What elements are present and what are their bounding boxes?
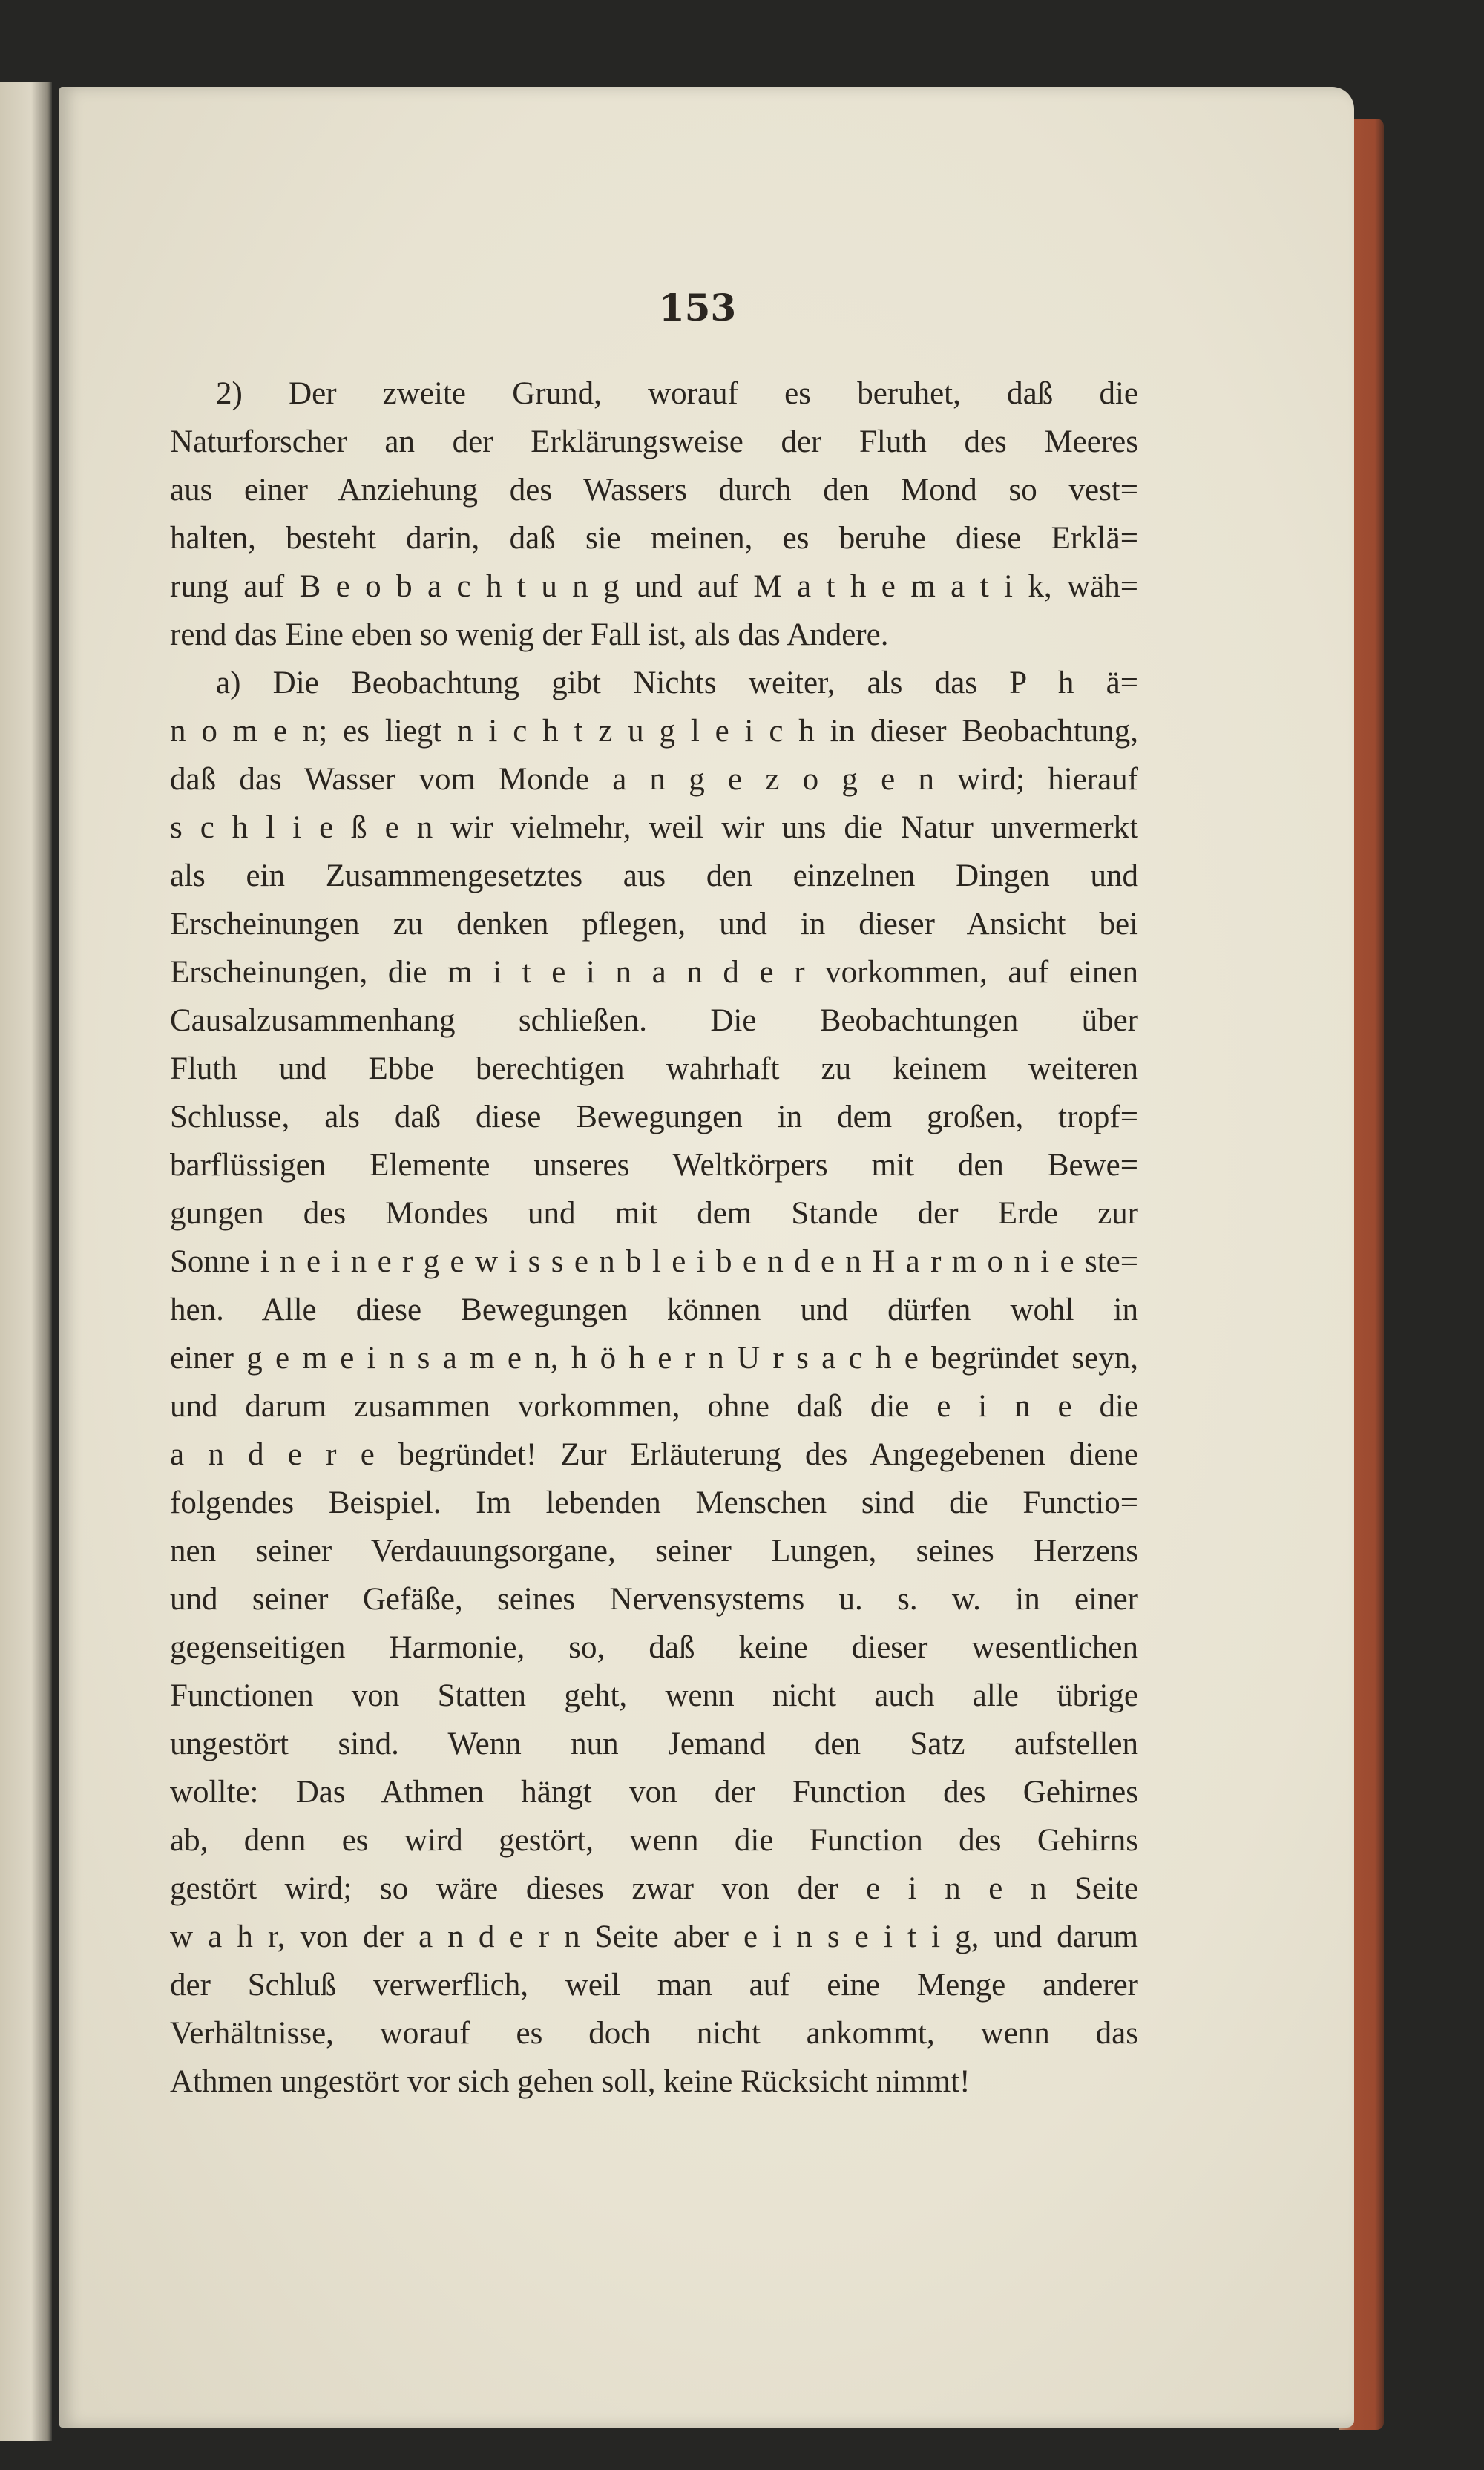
text-line: barflüssigen Elemente unseres Weltkörpers mit den Bewe= xyxy=(170,1148,1138,1183)
text-line: a) Die Beobachtung gibt Nichts weiter, als das P h ä= xyxy=(216,666,1138,700)
text-line: hen. Alle diese Bewegungen können und dürfen wohl in xyxy=(170,1293,1138,1327)
body-text xyxy=(170,369,1138,2106)
text-line: und darum zusammen vorkommen, ohne daß die e i n e die xyxy=(170,1389,1138,1424)
text-line: aus einer Anziehung des Wassers durch den Mond so vest= xyxy=(170,473,1138,508)
page-number: 153 xyxy=(658,286,737,329)
text-line: Functionen von Statten geht, wenn nicht auch alle übrige xyxy=(170,1678,1138,1713)
text-line: und seiner Gefäße, seines Nervensystems u. s. w. in einer xyxy=(170,1582,1138,1617)
text-line: Sonne i n e i n e r g e w i s s e n b l e i b e n d e n H a r m o n i e ste= xyxy=(170,1244,1138,1279)
text-line: ab, denn es wird gestört, wenn die Function des Gehirns xyxy=(170,1823,1138,1858)
text-line: nen seiner Verdauungsorgane, seiner Lungen, seines Herzens xyxy=(170,1534,1138,1569)
text-line: 2) Der zweite Grund, worauf es beruhet, daß die xyxy=(216,376,1138,411)
text-line: ungestört sind. Wenn nun Jemand den Satz aufstellen xyxy=(170,1727,1138,1761)
text-line: halten, besteht darin, daß sie meinen, es beruhe diese Erklä= xyxy=(170,521,1138,556)
text-line: rung auf B e o b a c h t u n g und auf M a t h e m a t i k, wäh= xyxy=(170,569,1138,604)
text-line: als ein Zusammengesetztes aus den einzelnen Dingen und xyxy=(170,858,1138,893)
text-line: rend das Eine eben so wenig der Fall ist, als das Andere. xyxy=(170,617,889,652)
text-line: daß das Wasser vom Monde a n g e z o g e n wird; hierauf xyxy=(170,762,1138,797)
facing-page-edge xyxy=(0,82,52,2441)
text-line: gegenseitigen Harmonie, so, daß keine dieser wesentlichen xyxy=(170,1630,1138,1665)
text-line: s c h l i e ß e n wir vielmehr, weil wir uns die Natur unvermerkt xyxy=(170,810,1138,845)
text-line: folgendes Beispiel. Im lebenden Menschen sind die Functio= xyxy=(170,1485,1138,1520)
text-line: Causalzusammenhang schließen. Die Beobachtungen über xyxy=(170,1003,1138,1038)
text-line: Erscheinungen zu denken pflegen, und in dieser Ansicht bei xyxy=(170,907,1138,942)
text-line: der Schluß verwerflich, weil man auf eine Menge anderer xyxy=(170,1968,1138,2003)
text-line: Athmen ungestört vor sich gehen soll, keine Rücksicht nimmt! xyxy=(170,2064,971,2099)
text-line: Fluth und Ebbe berechtigen wahrhaft zu keinem weiteren xyxy=(170,1051,1138,1086)
text-line: Schlusse, als daß diese Bewegungen in dem großen, tropf= xyxy=(170,1100,1138,1134)
text-line: n o m e n; es liegt n i c h t z u g l e i c h in dieser Beobachtung, xyxy=(170,714,1138,749)
text-line: w a h r, von der a n d e r n Seite aber e i n s e i t i g, und darum xyxy=(170,1919,1138,1954)
text-line: a n d e r e begründet! Zur Erläuterung des Angegebenen diene xyxy=(170,1437,1138,1472)
text-line: Verhältnisse, worauf es doch nicht ankommt, wenn das xyxy=(170,2016,1138,2051)
text-line: gestört wird; so wäre dieses zwar von der e i n e n Seite xyxy=(170,1871,1138,1906)
text-line: gungen des Mondes und mit dem Stande der Erde zur xyxy=(170,1196,1138,1231)
text-line: wollte: Das Athmen hängt von der Function des Gehirnes xyxy=(170,1775,1138,1810)
text-line: Erscheinungen, die m i t e i n a n d e r vorkommen, auf einen xyxy=(170,955,1138,990)
text-line: Naturforscher an der Erklärungsweise der Fluth des Meeres xyxy=(170,424,1138,459)
text-line: einer g e m e i n s a m e n, h ö h e r n U r s a c h e begründet seyn, xyxy=(170,1341,1138,1376)
